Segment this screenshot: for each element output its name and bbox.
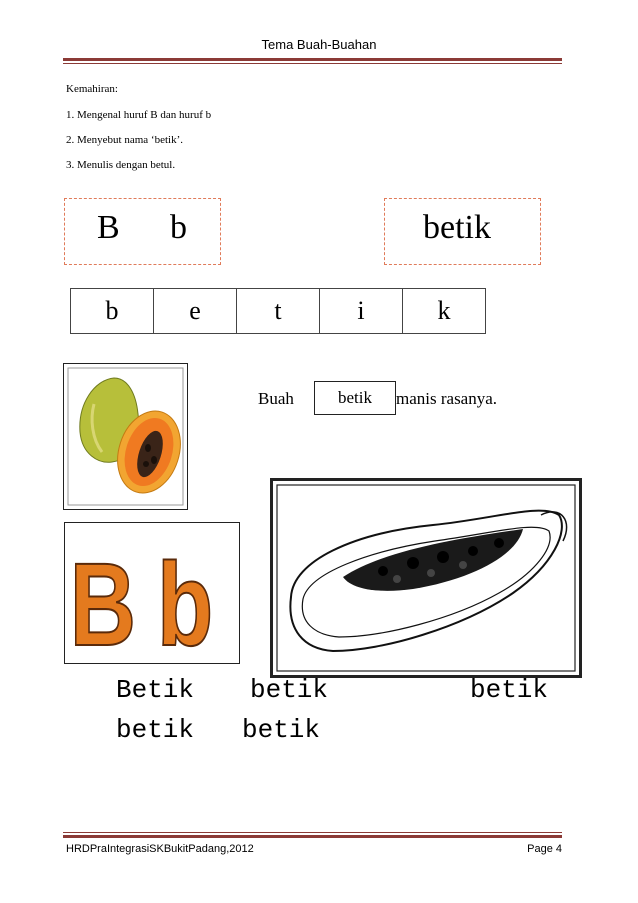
word-text: betik	[423, 209, 491, 246]
sentence-end: manis rasanya.	[396, 389, 498, 408]
block-letter-upper: B	[69, 539, 137, 663]
block-letters-image	[65, 523, 239, 663]
papaya-photo-image	[64, 364, 187, 509]
block-letter-lower: b	[157, 539, 214, 663]
footer-rule-thin	[63, 832, 562, 833]
trace-word: betik	[116, 715, 195, 745]
letter-box	[64, 198, 221, 265]
papaya-photo	[63, 363, 188, 510]
skill-item-1: 1. Mengenal huruf B dan huruf b	[66, 109, 212, 121]
letter-upper: B	[97, 209, 120, 246]
trace-word: betik	[470, 675, 549, 705]
footer-source: HRDPraIntegrasiSKBukitPadang,2012	[66, 843, 254, 855]
footer-page-number: Page 4	[527, 843, 562, 855]
skill-item-2: 2. Menyebut nama ‘betik’.	[66, 134, 183, 146]
papaya-coloring-picture	[270, 478, 582, 678]
word-box	[384, 198, 541, 265]
sentence-start: Buah	[258, 389, 294, 408]
header-rule-thin	[63, 63, 562, 64]
page-header-title: Tema Buah-Buahan	[261, 37, 377, 52]
trace-word: betik	[242, 715, 321, 745]
trace-word: Betik	[116, 675, 195, 705]
letter-lower: b	[170, 209, 187, 246]
papaya-drawing	[273, 481, 579, 675]
header-rule-thick	[63, 58, 562, 61]
sentence-blank-box	[314, 381, 396, 415]
spelling-cell: b	[71, 289, 154, 333]
skills-heading: Kemahiran:	[66, 83, 118, 95]
spelling-cell: e	[154, 289, 237, 333]
footer-rule-thick	[63, 835, 562, 838]
block-letters-box	[64, 522, 240, 664]
spelling-cell: i	[320, 289, 403, 333]
spelling-cell: t	[237, 289, 320, 333]
skill-item-3: 3. Menulis dengan betul.	[66, 159, 176, 171]
spelling-cell: k	[437, 296, 451, 325]
spelling-table	[70, 288, 486, 334]
sentence-blank-word: betik	[338, 388, 372, 407]
trace-word: betik	[250, 675, 329, 705]
